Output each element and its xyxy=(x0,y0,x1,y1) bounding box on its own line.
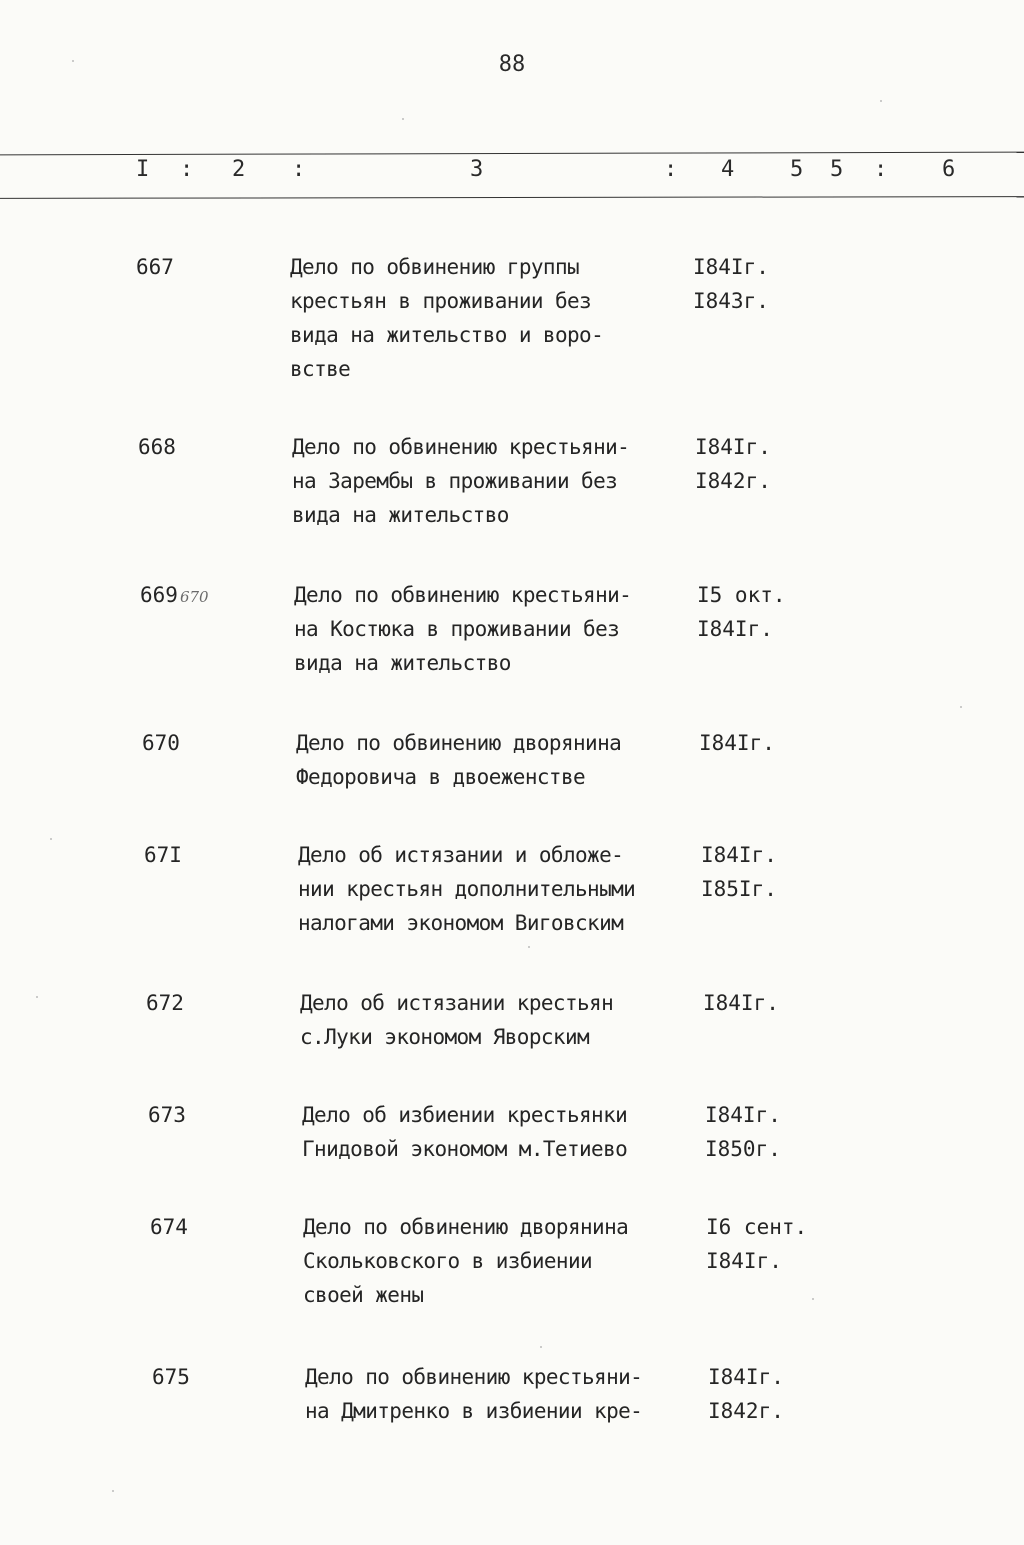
entry-dates xyxy=(701,838,777,906)
column-separator: : xyxy=(664,157,678,182)
column-separator: : xyxy=(180,157,194,182)
description-line: встве xyxy=(290,357,351,381)
scan-speck xyxy=(540,1346,542,1348)
entry-number-value: 669 xyxy=(140,583,178,607)
description-line: Дело об истязании крестьян xyxy=(300,991,614,1015)
entry-description xyxy=(300,986,720,1054)
entry-description xyxy=(303,1210,723,1312)
date-line: I843г. xyxy=(693,289,769,313)
description-line: Дело по обвинению группы xyxy=(290,255,580,279)
column-header-row xyxy=(0,157,1024,187)
column-header-4: 4 xyxy=(721,157,735,182)
date-line: I842г. xyxy=(708,1399,784,1423)
date-line: I842г. xyxy=(695,469,771,493)
description-line: Федоровича в двоеженстве xyxy=(296,765,586,789)
description-line: на Дмитренко в избиении кре- xyxy=(305,1399,643,1423)
column-separator: : xyxy=(874,157,888,182)
column-header-5: 5 xyxy=(830,157,844,182)
handwritten-annotation: 670 xyxy=(179,588,209,606)
description-line: Дело по обвинению крестьяни- xyxy=(294,583,632,607)
description-line: Дело по обвинению дворянина xyxy=(303,1215,629,1239)
description-line: Скольковского в избиении xyxy=(303,1249,593,1273)
date-line: I84Iг. xyxy=(701,843,777,867)
description-line: с.Луки экономом Яворским xyxy=(300,1025,590,1049)
entry-description xyxy=(305,1360,725,1428)
entry-number: 675 xyxy=(152,1365,190,1389)
column-header-2: 2 xyxy=(232,157,246,182)
entry-number: 667 xyxy=(136,255,174,279)
entry-dates xyxy=(703,986,779,1020)
entry-number: 668 xyxy=(138,435,176,459)
date-line: I850г. xyxy=(705,1137,781,1161)
header-bottom-rule xyxy=(0,196,1024,199)
date-line: I84Iг. xyxy=(695,435,771,459)
date-line: I5 окт. xyxy=(697,583,786,607)
column-header-5-overstrike: 5 xyxy=(790,157,804,182)
entry-number: 670 xyxy=(142,731,180,755)
description-line: своей жены xyxy=(303,1283,424,1307)
description-line: на Зарембы в проживании без xyxy=(292,469,618,493)
entry-dates xyxy=(695,430,771,498)
date-line: I84Iг. xyxy=(697,617,773,641)
entry-dates xyxy=(697,578,786,646)
entry-number: 673 xyxy=(148,1103,186,1127)
scan-speck xyxy=(880,100,882,102)
entry-description xyxy=(298,838,718,940)
date-line: I6 сент. xyxy=(706,1215,808,1239)
scan-speck xyxy=(112,1490,114,1492)
scan-speck xyxy=(812,1298,814,1300)
entry-description xyxy=(290,250,710,386)
date-line: I84Iг. xyxy=(703,991,779,1015)
description-line: крестьян в проживании без xyxy=(290,289,592,313)
description-line: Гнидовой экономом м.Тетиево xyxy=(302,1137,628,1161)
entry-dates xyxy=(705,1098,781,1166)
column-header-6: 6 xyxy=(942,157,956,182)
column-header-1: I xyxy=(136,157,150,182)
page-number: 88 xyxy=(498,52,526,77)
entry-dates xyxy=(693,250,769,318)
entry-description xyxy=(292,430,712,532)
date-line: I84Iг. xyxy=(705,1103,781,1127)
column-separator: : xyxy=(292,157,306,182)
scan-speck xyxy=(528,946,530,948)
scan-speck xyxy=(72,60,74,62)
description-line: вида на жительство xyxy=(294,651,511,675)
date-line: I85Iг. xyxy=(701,877,777,901)
date-line: I84Iг. xyxy=(706,1249,782,1273)
description-line: вида на жительство xyxy=(292,503,509,527)
date-line: I84Iг. xyxy=(693,255,769,279)
scan-speck xyxy=(402,118,404,120)
description-line: Дело об истязании и обложе- xyxy=(298,843,624,867)
entry-number: 672 xyxy=(146,991,184,1015)
entry-description xyxy=(294,578,714,680)
entry-number: 674 xyxy=(150,1215,188,1239)
column-header-3: 3 xyxy=(470,157,484,182)
entry-dates xyxy=(699,726,775,760)
description-line: на Костюка в проживании без xyxy=(294,617,620,641)
entry-dates xyxy=(708,1360,784,1428)
scan-speck xyxy=(50,838,52,840)
header-top-rule xyxy=(0,152,1024,156)
description-line: налогами экономом Виговским xyxy=(298,911,624,935)
entry-number: 67I xyxy=(144,843,182,867)
date-line: I84Iг. xyxy=(699,731,775,755)
description-line: Дело по обвинению крестьяни- xyxy=(292,435,630,459)
scan-speck xyxy=(960,706,962,708)
description-line: нии крестьян дополнительными xyxy=(298,877,636,901)
description-line: вида на жительство и воро- xyxy=(290,323,604,347)
description-line: Дело об избиении крестьянки xyxy=(302,1103,628,1127)
description-line: Дело по обвинению крестьяни- xyxy=(305,1365,643,1389)
scan-speck xyxy=(36,996,38,998)
date-line: I84Iг. xyxy=(708,1365,784,1389)
description-line: Дело по обвинению дворянина xyxy=(296,731,622,755)
entry-description xyxy=(296,726,716,794)
entry-description xyxy=(302,1098,722,1166)
entry-number xyxy=(140,578,209,614)
entry-dates xyxy=(706,1210,807,1278)
